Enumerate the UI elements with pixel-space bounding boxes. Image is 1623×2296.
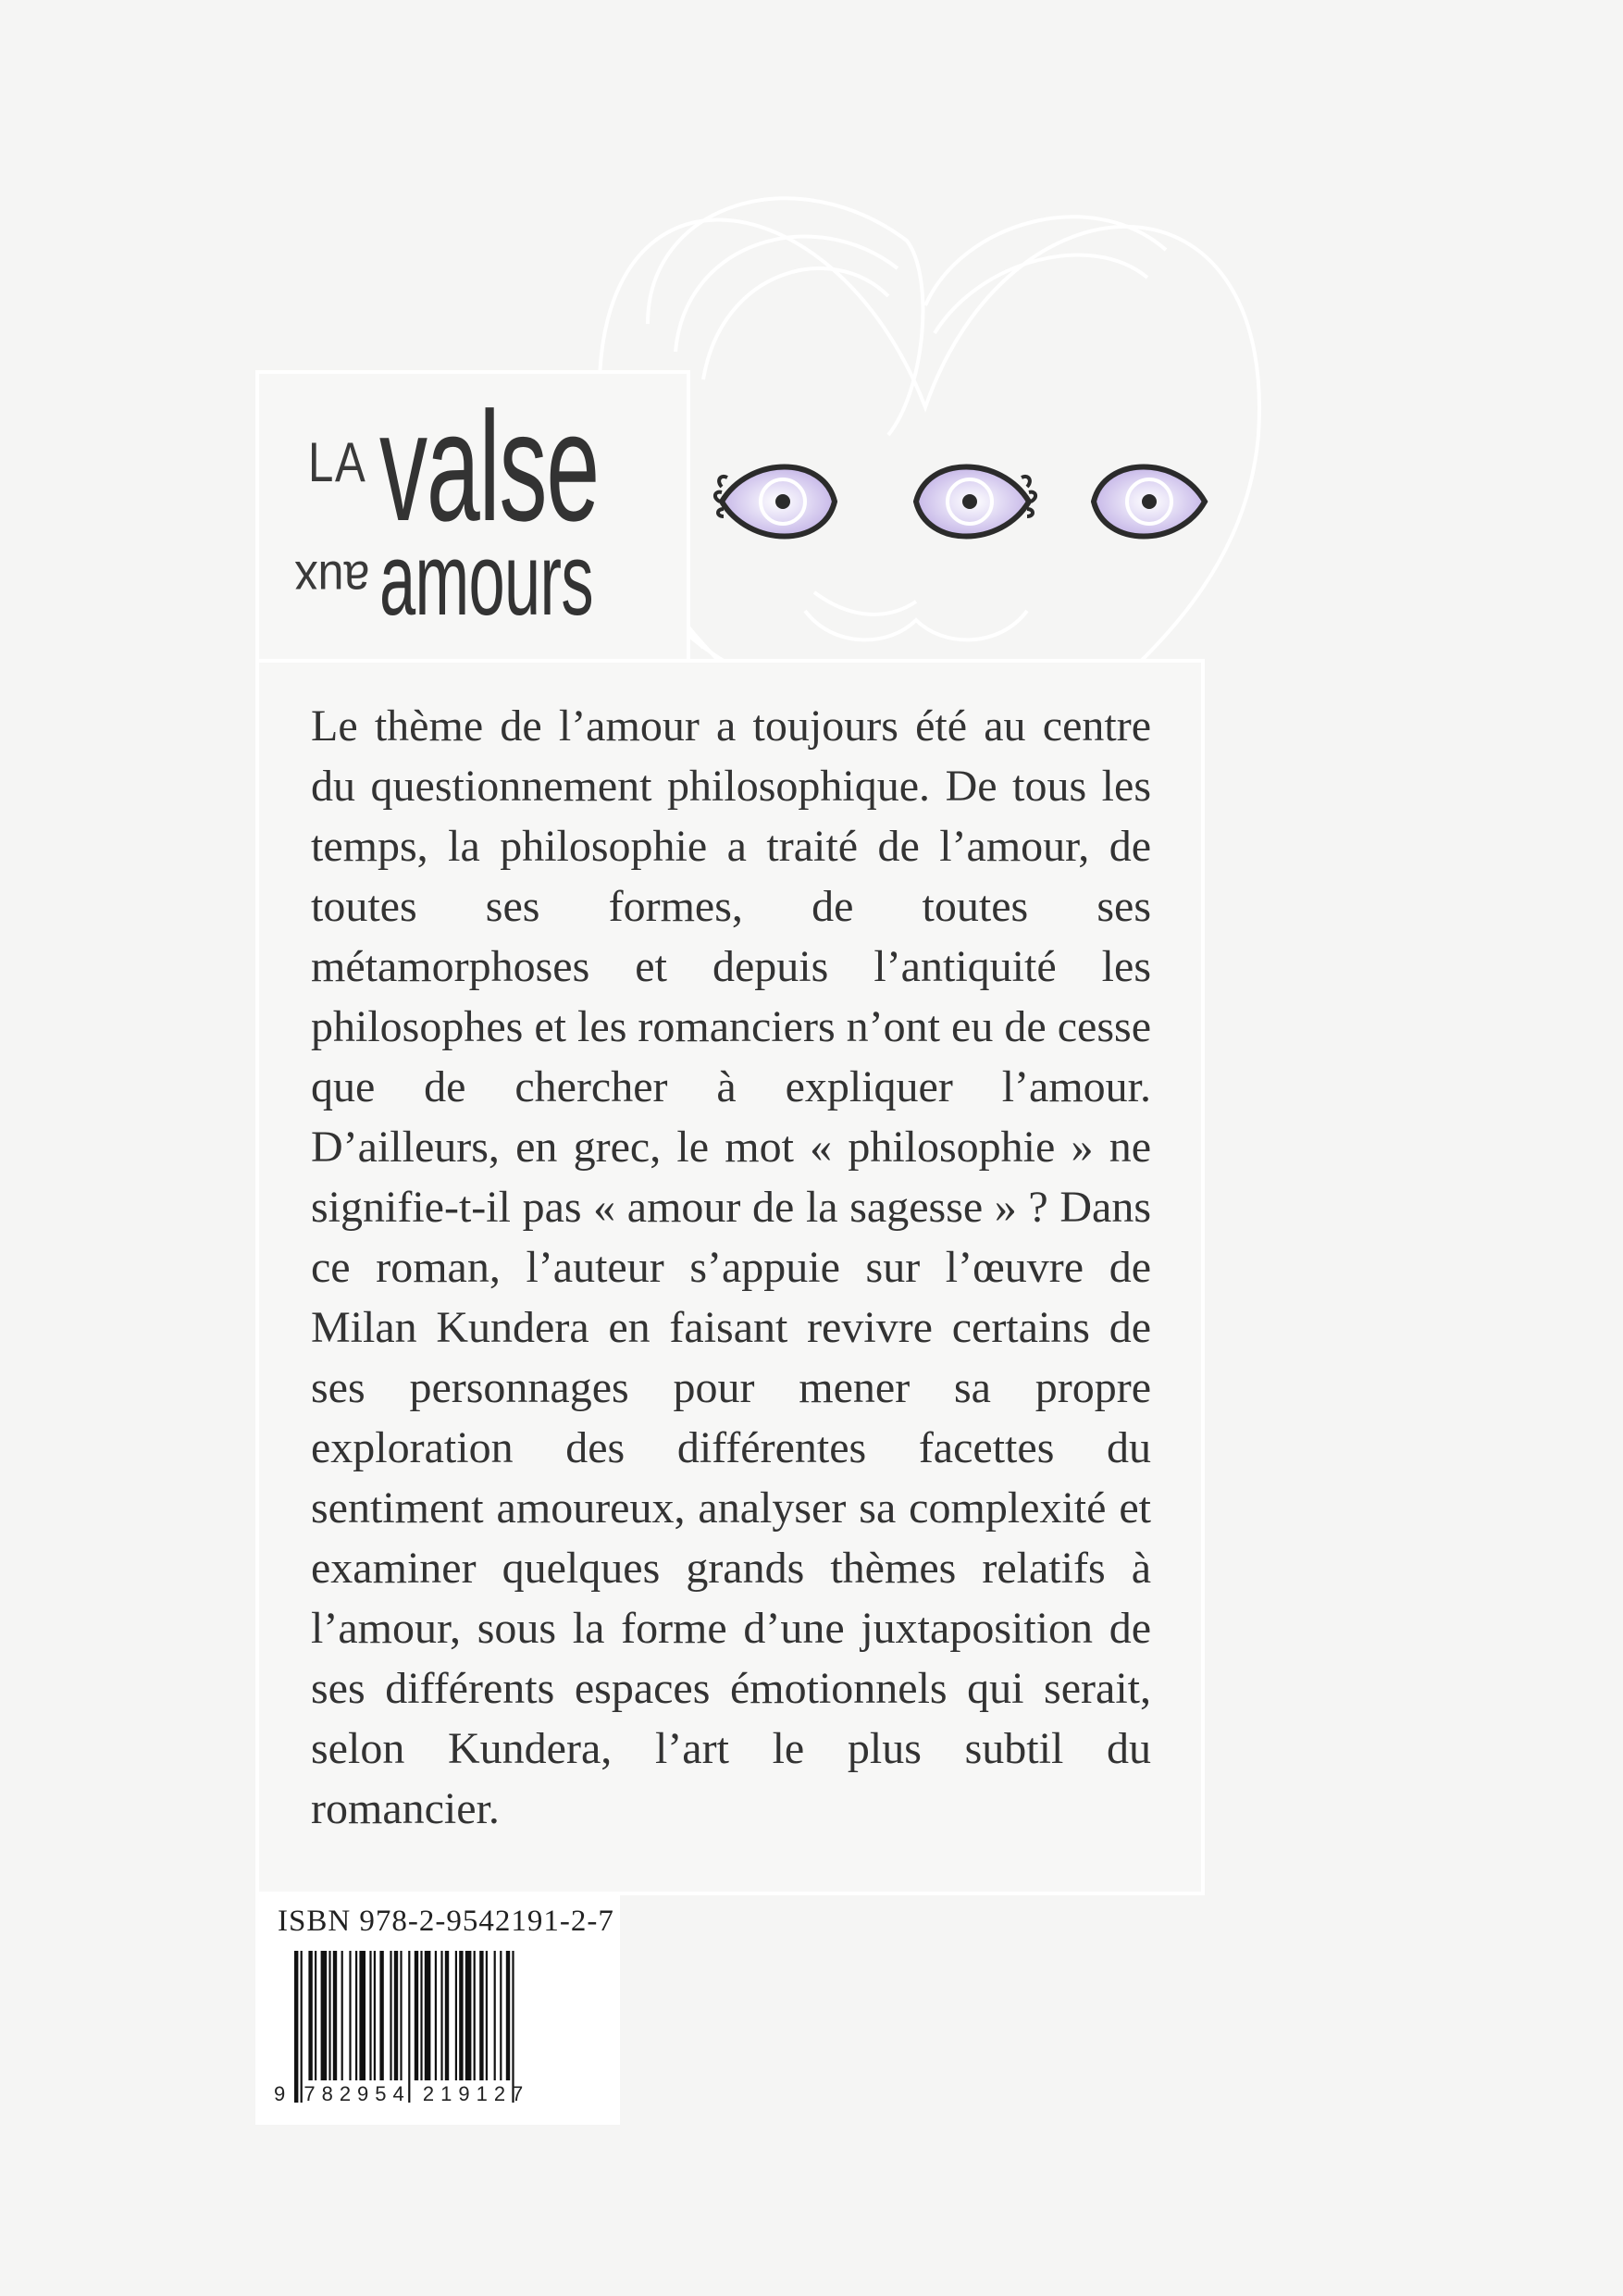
barcode-bar — [440, 1951, 442, 2080]
barcode-bar — [420, 1951, 422, 2080]
barcode-bar — [506, 1951, 510, 2080]
eyes-illustration — [712, 444, 1212, 565]
barcode-bar — [512, 1951, 514, 2103]
barcode-bar — [408, 1951, 410, 2103]
title-la: LA — [308, 431, 367, 493]
barcode-bar — [308, 1951, 312, 2080]
barcode-bar — [374, 1951, 376, 2080]
blurb-text: Le thème de l’amour a toujours été au centre du questionnement philosophique. De tous les temps, la philosophie a traité de l’amour, de toutes ses formes, de toutes ses métamorphoses et depuis l’antiquité les philosophes et les romanciers n’ont eu de cesse que de chercher à expliquer l’amour. D’ailleurs, en grec, le mot « philosophie » ne signifie-t-il pas « amour de la sagesse » ? Dans ce roman, l’auteur s’appuie sur l’œuvre de Milan Kundera en faisant revivre certains de ses personnages pour mener sa propre exploration des différentes facettes du sentiment amoureux, analyser sa complexité et examiner quelques grands thèmes relatifs à l’amour, sous la forme d’une juxtaposition de ses différents espaces émotionnels qui serait, selon Kundera, l’art le plus subtil du romancier. — [311, 701, 1151, 1833]
barcode-bar — [425, 1951, 431, 2080]
barcode-bar — [459, 1951, 463, 2080]
barcode-bar — [394, 1951, 398, 2080]
barcode-bar — [321, 1951, 328, 2080]
barcode-bar — [355, 1951, 357, 2080]
barcode-digits: 9 782954 219127 — [274, 2082, 530, 2105]
barcode-bar — [486, 1951, 488, 2080]
eye-icon — [1094, 467, 1205, 537]
eye-icon — [715, 467, 835, 537]
barcode-bar — [415, 1951, 418, 2080]
barcode-bar — [379, 1951, 383, 2080]
barcode-bar — [301, 1951, 303, 2103]
title-aux: aux — [294, 551, 370, 609]
barcode-bar — [474, 1951, 476, 2080]
barcode-bar — [455, 1951, 457, 2080]
barcode — [294, 1951, 600, 2103]
barcode-bar — [333, 1951, 337, 2080]
barcode-bar — [341, 1951, 343, 2080]
barcode-bar — [294, 1951, 298, 2103]
barcode-bar — [328, 1951, 330, 2080]
barcode-bar — [359, 1951, 365, 2080]
barcode-bar — [445, 1951, 449, 2080]
barcode-bar — [479, 1951, 483, 2080]
barcode-bar — [400, 1951, 402, 2080]
barcode-bar — [390, 1951, 391, 2080]
isbn-label: ISBN 978-2-9542191-2-7 — [278, 1905, 614, 1938]
eye-icon — [916, 467, 1035, 537]
barcode-bar — [465, 1951, 472, 2080]
barcode-bar — [494, 1951, 496, 2080]
title-amours: amours — [379, 523, 593, 637]
barcode-bar — [315, 1951, 316, 2080]
title-valse: valse — [379, 379, 599, 553]
barcode-bar — [349, 1951, 351, 2080]
barcode-bar — [500, 1951, 502, 2080]
barcode-bar — [435, 1951, 437, 2080]
barcode-bar — [369, 1951, 371, 2080]
